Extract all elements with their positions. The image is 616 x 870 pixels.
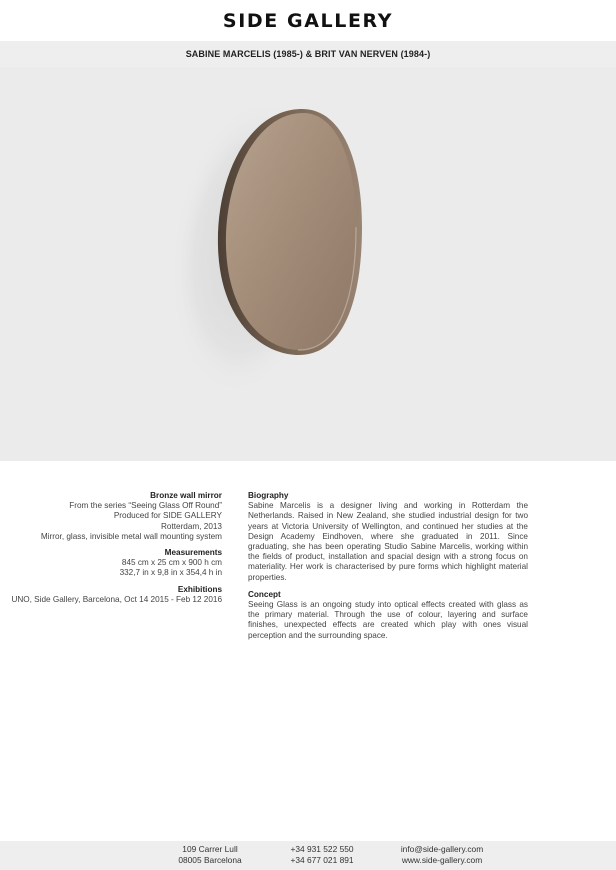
- email-link[interactable]: info@side-gallery.com: [400, 844, 484, 854]
- artist-text: [248, 491, 528, 648]
- footer-phones: [276, 844, 368, 866]
- concept-text: Seeing Glass is an ongoing study into optical effects created with glass as the primary material. Through the use of colour, layering and surface finishes, unexpected effects are created which play with ones visual perception and the surrounding space.: [248, 600, 528, 640]
- footer-bar: [0, 841, 616, 870]
- measurements-block: [0, 548, 222, 579]
- artwork-materials: Mirror, glass, invisible metal wall mounting system: [40, 531, 222, 541]
- phone-1[interactable]: +34 931 522 550: [290, 844, 354, 854]
- exhibitions-heading: Exhibitions: [177, 584, 222, 594]
- measurements-cm: 845 cm x 25 cm x 900 h cm: [121, 558, 222, 568]
- concept-heading: Concept: [248, 589, 281, 599]
- artwork-series: From the series “Seeing Glass Off Round”: [69, 501, 222, 511]
- measurements-heading: Measurements: [164, 548, 222, 558]
- phone-2[interactable]: +34 677 021 891: [290, 855, 354, 865]
- artwork-info-block: [0, 491, 222, 542]
- mirror-illustration: [0, 67, 616, 461]
- artwork-details: [0, 491, 222, 611]
- biography-text: Sabine Marcelis is a designer living and working in Rotterdam the Netherlands. Raised in New Zealand, she studied industrial design for two years at Victoria University of Wellington, and continued her studies at the Design Academy Eindhoven, where she graduated in 2011. Since graduating, she has been operating Studio Sabine Marcelis, working within the fields of product, installation and spacial design with a strong focus on materiality. Her work is characterised by pure forms which highlight material properties.: [248, 501, 528, 582]
- biography-block: [248, 491, 528, 583]
- address-line-1: 109 Carrer Lull: [182, 844, 238, 854]
- artwork-title: Bronze wall mirror: [150, 491, 222, 500]
- address-line-2: 08005 Barcelona: [178, 855, 242, 865]
- artwork-photo: [0, 67, 616, 461]
- footer-contact: [390, 844, 494, 866]
- concept-block: [248, 590, 528, 641]
- artwork-producer: Produced for SIDE GALLERY: [113, 511, 222, 521]
- artists-title: SABINE MARCELIS (1985-) & BRIT VAN NERVEN (1984-): [185, 49, 431, 59]
- artists-bar: [0, 41, 616, 67]
- biography-heading: Biography: [248, 491, 289, 500]
- artwork-place-year: Rotterdam, 2013: [161, 521, 222, 531]
- website-link[interactable]: www.side-gallery.com: [401, 855, 483, 865]
- gallery-brand: SIDE GALLERY: [222, 10, 394, 32]
- exhibitions-block: [0, 585, 222, 605]
- exhibitions-text: UNO, Side Gallery, Barcelona, Oct 14 2015 - Feb 12 2016: [11, 594, 222, 604]
- footer-address: [168, 844, 252, 866]
- measurements-in: 332,7 in x 9,8 in x 354,4 h in: [119, 568, 222, 578]
